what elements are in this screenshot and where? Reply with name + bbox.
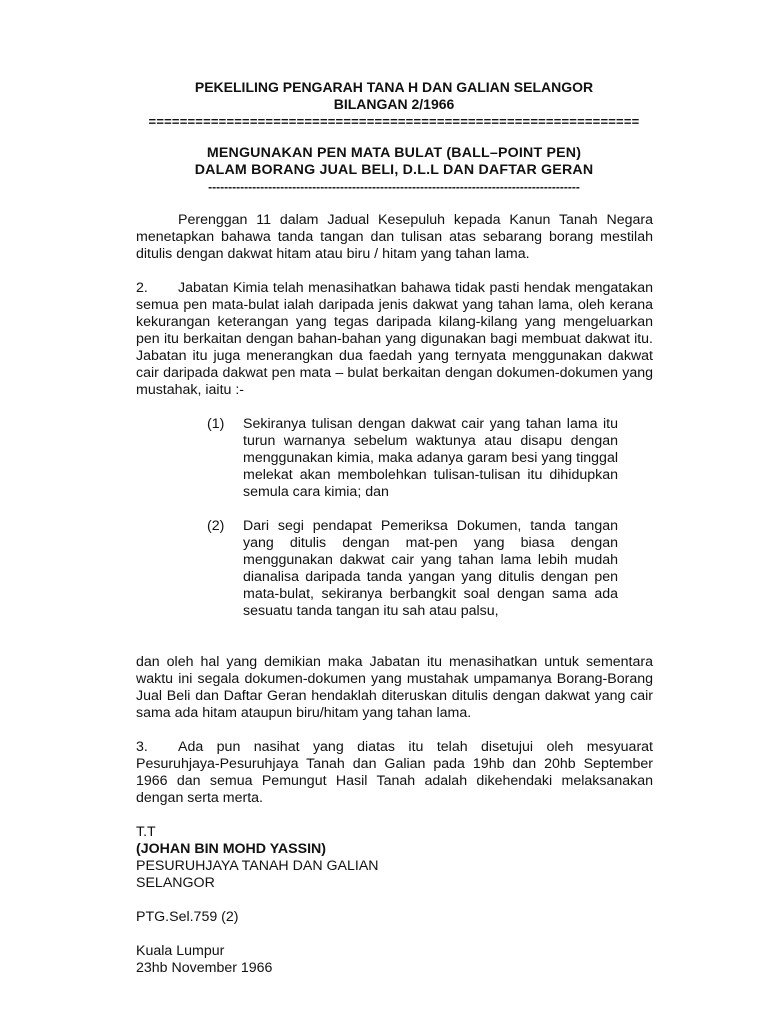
document-body <box>136 212 653 977</box>
list-item-text: Sekiranya tulisan dengan dakwat cair yang tahan lama itu turun warnanya sebelum waktunya atau disapu dengan menggunakan kimia, maka adanya garam besi yang tinggal melekat akan membolehkan tulisan-tulisan itu dihidupkan semula cara kimia; dan <box>243 416 618 500</box>
paragraph-continuation: dan oleh hal yang demikian maka Jabatan itu menasihatkan untuk sementara waktu ini segala dokumen-dokumen yang mustahak umpamanya Borang-Borang Jual Beli dan Daftar Geran hendaklah diteruskan ditulis dengan dakwat yang cair sama ada hitam ataupun biru/hitam yang tahan lama. <box>136 654 653 721</box>
signed-marker: T.T <box>136 824 156 840</box>
reference-number: PTG.Sel.759 (2) <box>136 909 239 925</box>
paragraph-2 <box>136 280 653 399</box>
circular-title: PEKELILING PENGARAH TANA H DAN GALIAN SELANGOR <box>194 79 594 95</box>
separator-line: =============================================================== <box>148 114 640 129</box>
place: Kuala Lumpur <box>136 943 225 959</box>
document-header <box>0 79 768 195</box>
subject-line-1: MENGUNAKAN PEN MATA BULAT (BALL–POINT PEN) <box>206 145 582 161</box>
list-item-text: Dari segi pendapat Pemeriksa Dokumen, tanda tangan yang ditulis dengan mat-pen yang biasa dengan menggunakan dakwat cair yang tahan lama lebih mudah dianalisa daripada tanda yangan yang ditulis dengan pen mata-bulat, sekiranya berbangkit soal dengan sama ada sesuatu tanda tangan itu sah atau palsu, <box>243 518 618 619</box>
list-item-number: (2) <box>207 518 225 534</box>
subject-line-2: DALAM BORANG JUAL BELI, D.L.L DAN DAFTAR GERAN <box>194 162 594 178</box>
signatory-title: PESURUHJAYA TANAH DAN GALIAN <box>136 858 379 874</box>
date: 23hb November 1966 <box>136 960 273 976</box>
benefits-list <box>207 416 618 620</box>
paragraph-2-number: 2. <box>136 280 148 296</box>
paragraph-2-text: Jabatan Kimia telah menasihatkan bahawa tidak pasti hendak mengatakan semua pen mata-bulat ialah daripada jenis dakwat yang tahan lama, oleh kerana kekurangan keterangan yang tegas daripada kilang-kilang yang mengeluarkan pen itu berkaitan dengan bahan-bahan yang digunakan bagi membuat dakwat itu. Jabatan itu juga menerangkan dua faedah yang ternyata menggunakan dakwat cair daripada dakwat pen mata – bulat berkaitan dengan dokumen-dokumen yang mustahak, iaitu :- <box>136 280 653 398</box>
signature-block <box>136 824 653 977</box>
dashed-separator: --------------------------------------------------------------------------------------------- <box>208 180 580 194</box>
paragraph-3-number: 3. <box>136 739 148 755</box>
signatory-state: SELANGOR <box>136 875 215 891</box>
list-item <box>207 416 618 501</box>
paragraph-3-text: Ada pun nasihat yang diatas itu telah disetujui oleh mesyuarat Pesuruhjaya-Pesuruhjaya Tanah dan Galian pada 19hb dan 20hb September 1966 dan semua Pemungut Hasil Tanah adalah dikehendaki melaksanakan dengan serta merta. <box>136 739 653 806</box>
signatory-name: (JOHAN BIN MOHD YASSIN) <box>136 841 326 857</box>
paragraph-3 <box>136 739 653 807</box>
list-item-number: (1) <box>207 416 225 432</box>
paragraph-1: Perenggan 11 dalam Jadual Kesepuluh kepada Kanun Tanah Negara menetapkan bahawa tanda tangan dan tulisan atas sebarang borang mestilah ditulis dengan dakwat hitam atau biru / hitam yang tahan lama. <box>136 212 653 262</box>
list-item <box>207 518 618 620</box>
circular-number: BILANGAN 2/1966 <box>333 96 455 112</box>
